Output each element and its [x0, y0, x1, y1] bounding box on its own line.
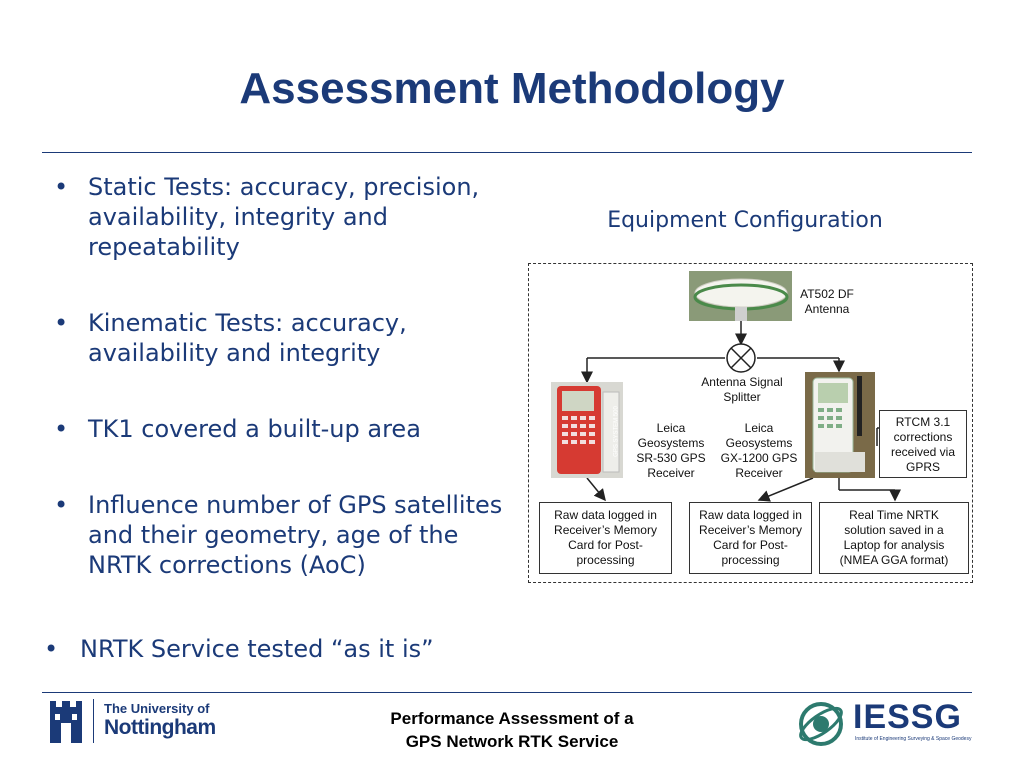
footer-divider	[42, 692, 972, 693]
uon-big-text: Nottingham	[104, 716, 216, 739]
uon-small-text: The University of	[104, 701, 210, 716]
equipment-diagram	[528, 263, 973, 583]
gx1200-output-box: Raw data logged in Receiver’s Memory Card for Post- processing	[689, 502, 812, 574]
castle-crest-icon	[48, 699, 84, 745]
sr530-output-box: Raw data logged in Receiver’s Memory Card for Post- processing	[539, 502, 672, 574]
rtcm-box: RTCM 3.1 corrections received via GPRS	[879, 410, 967, 478]
university-of-nottingham-logo	[48, 697, 228, 747]
iessg-text: IESSG	[853, 698, 962, 736]
title-divider	[42, 152, 972, 153]
extra-bullet: • NRTK Service tested “as it is”	[44, 635, 434, 663]
logo-divider	[93, 699, 94, 743]
splitter-label: Antenna Signal Splitter	[701, 375, 783, 404]
globe-orbit-icon	[795, 700, 847, 748]
bullet-item: • Kinematic Tests: accuracy, availability and integrity	[54, 309, 407, 367]
device1-text: GPS SYSTEM 500	[613, 406, 620, 457]
slide-title: Assessment Methodology	[239, 64, 785, 113]
iessg-subtitle: Institute of Engineering Surveying & Space Geodesy	[855, 736, 972, 742]
antenna-label: AT502 DF Antenna	[800, 287, 854, 316]
bullet-list	[48, 172, 518, 626]
footer-title: Performance Assessment of a GPS Network RTK Service	[390, 709, 634, 751]
bullet-item: • Static Tests: accuracy, precision, availability, integrity and repeatability	[54, 173, 480, 261]
antenna-icon	[689, 271, 792, 321]
receiver-icon	[805, 372, 875, 478]
sr530-label: Leica Geosystems SR-530 GPS Receiver	[636, 421, 706, 480]
iessg-logo	[795, 700, 970, 750]
diagram-title: Equipment Configuration	[607, 208, 883, 233]
bullet-item: • Influence number of GPS satellites and their geometry, age of the NRTK corrections (AoC)	[54, 491, 503, 579]
nrtk-output-box: Real Time NRTK solution saved in a Laptop for analysis (NMEA GGA format)	[819, 502, 969, 574]
gx1200-label: Leica Geosystems GX-1200 GPS Receiver	[720, 421, 798, 480]
antenna-photo	[689, 271, 792, 321]
gx1200-receiver-photo	[805, 372, 875, 478]
bullet-item: • TK1 covered a built-up area	[54, 415, 421, 443]
